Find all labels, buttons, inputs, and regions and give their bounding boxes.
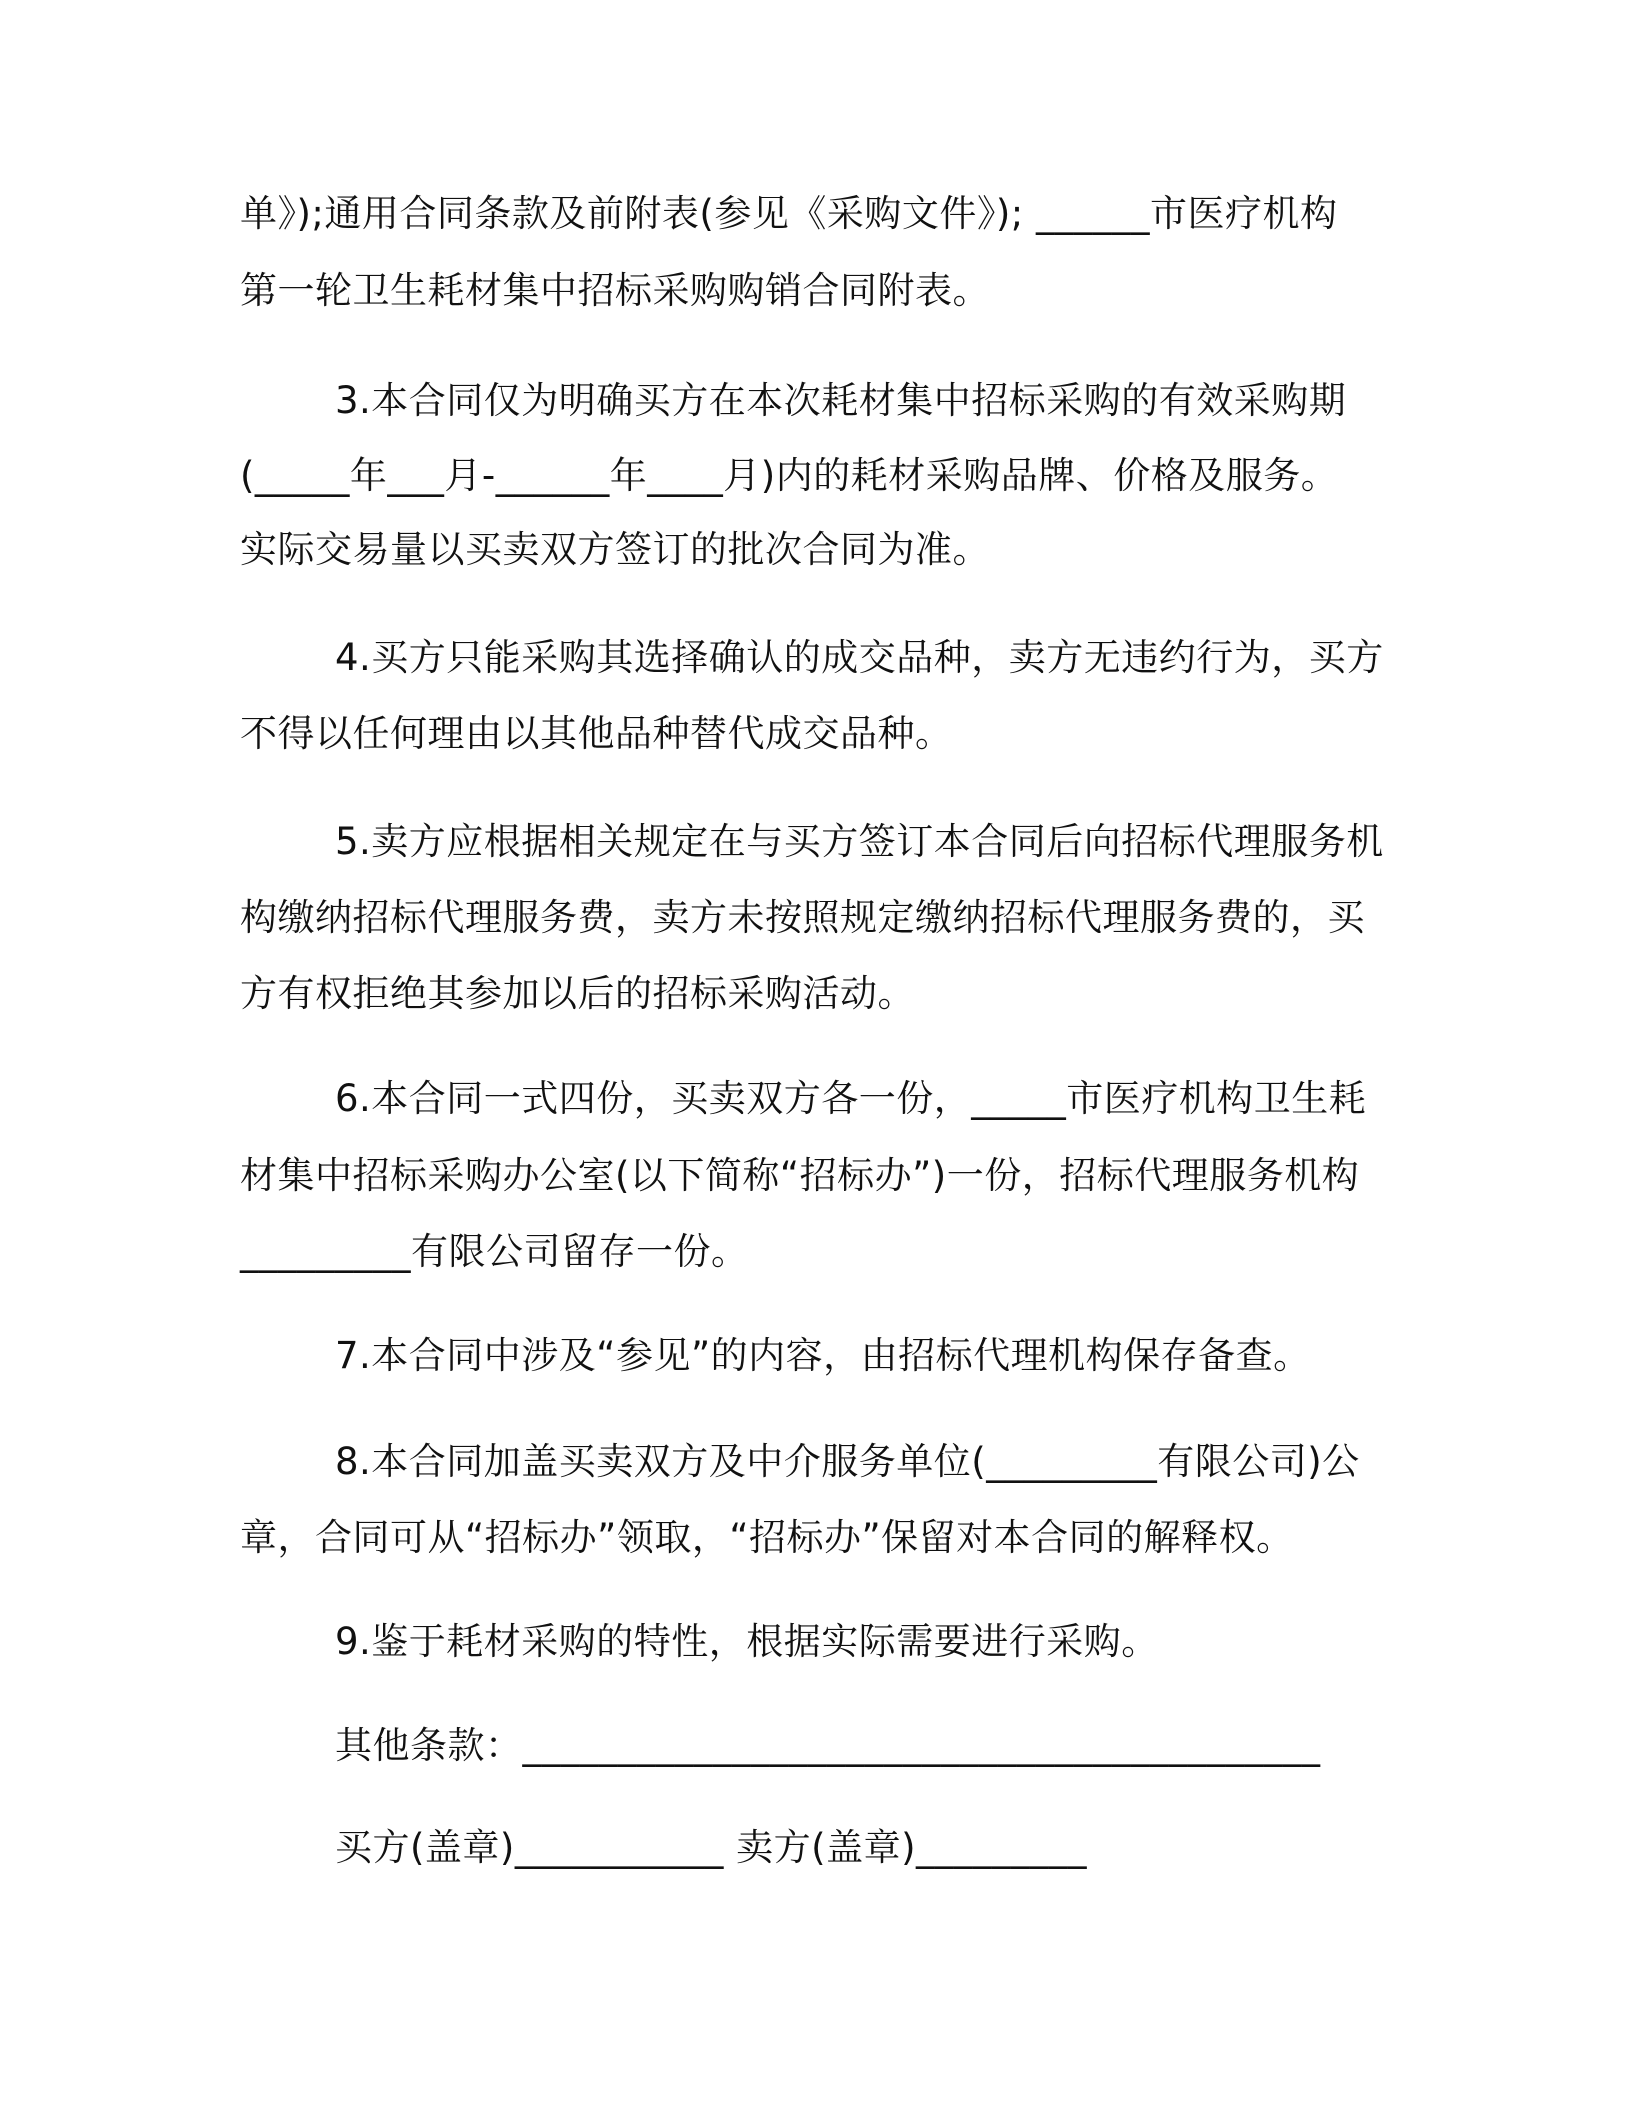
clause-5-line-3: 方有权拒绝其参加以后的招标采购活动。 xyxy=(240,972,915,1015)
paragraph-continuation-line-2: 第一轮卫生耗材集中招标采购购销合同附表。 xyxy=(240,269,990,312)
paragraph-continuation-line-1: 单》);通用合同条款及前附表(参见《采购文件》); ______市医疗机构 xyxy=(240,192,1338,235)
clause-6-line-2: 材集中招标采购办公室(以下简称“招标办”)一份，招标代理服务机构 xyxy=(240,1154,1360,1197)
signature-line: 买方(盖章)___________ 卖方(盖章)_________ xyxy=(335,1826,1088,1869)
clause-4-line-1: 4.买方只能采购其选择确认的成交品种，卖方无违约行为，买方 xyxy=(335,636,1384,679)
clause-4-line-2: 不得以任何理由以其他品种替代成交品种。 xyxy=(240,712,953,755)
clause-3-line-2: (_____年___月-______年____月)内的耗材采购品牌、价格及服务。 xyxy=(240,454,1339,497)
other-terms-line: 其他条款：__________________________________________ xyxy=(335,1724,1321,1767)
clause-7-line-1: 7.本合同中涉及“参见”的内容，由招标代理机构保存备查。 xyxy=(335,1334,1311,1377)
clause-3-line-3: 实际交易量以买卖双方签订的批次合同为准。 xyxy=(240,528,990,571)
clause-6-line-3: _________有限公司留存一份。 xyxy=(240,1230,749,1273)
clause-3-line-1: 3.本合同仅为明确买方在本次耗材集中招标采购的有效采购期 xyxy=(335,379,1347,422)
clause-8-line-2: 章，合同可从“招标办”领取，“招标办”保留对本合同的解释权。 xyxy=(240,1516,1294,1559)
clause-8-line-1: 8.本合同加盖买卖双方及中介服务单位(_________有限公司)公 xyxy=(335,1440,1360,1483)
clause-6-line-1: 6.本合同一式四份，买卖双方各一份，_____市医疗机构卫生耗 xyxy=(335,1077,1367,1120)
clause-9-line-1: 9.鉴于耗材采购的特性，根据实际需要进行采购。 xyxy=(335,1620,1159,1663)
clause-5-line-2: 构缴纳招标代理服务费，卖方未按照规定缴纳招标代理服务费的，买 xyxy=(240,896,1365,939)
clause-5-line-1: 5.卖方应根据相关规定在与买方签订本合同后向招标代理服务机 xyxy=(335,820,1384,863)
